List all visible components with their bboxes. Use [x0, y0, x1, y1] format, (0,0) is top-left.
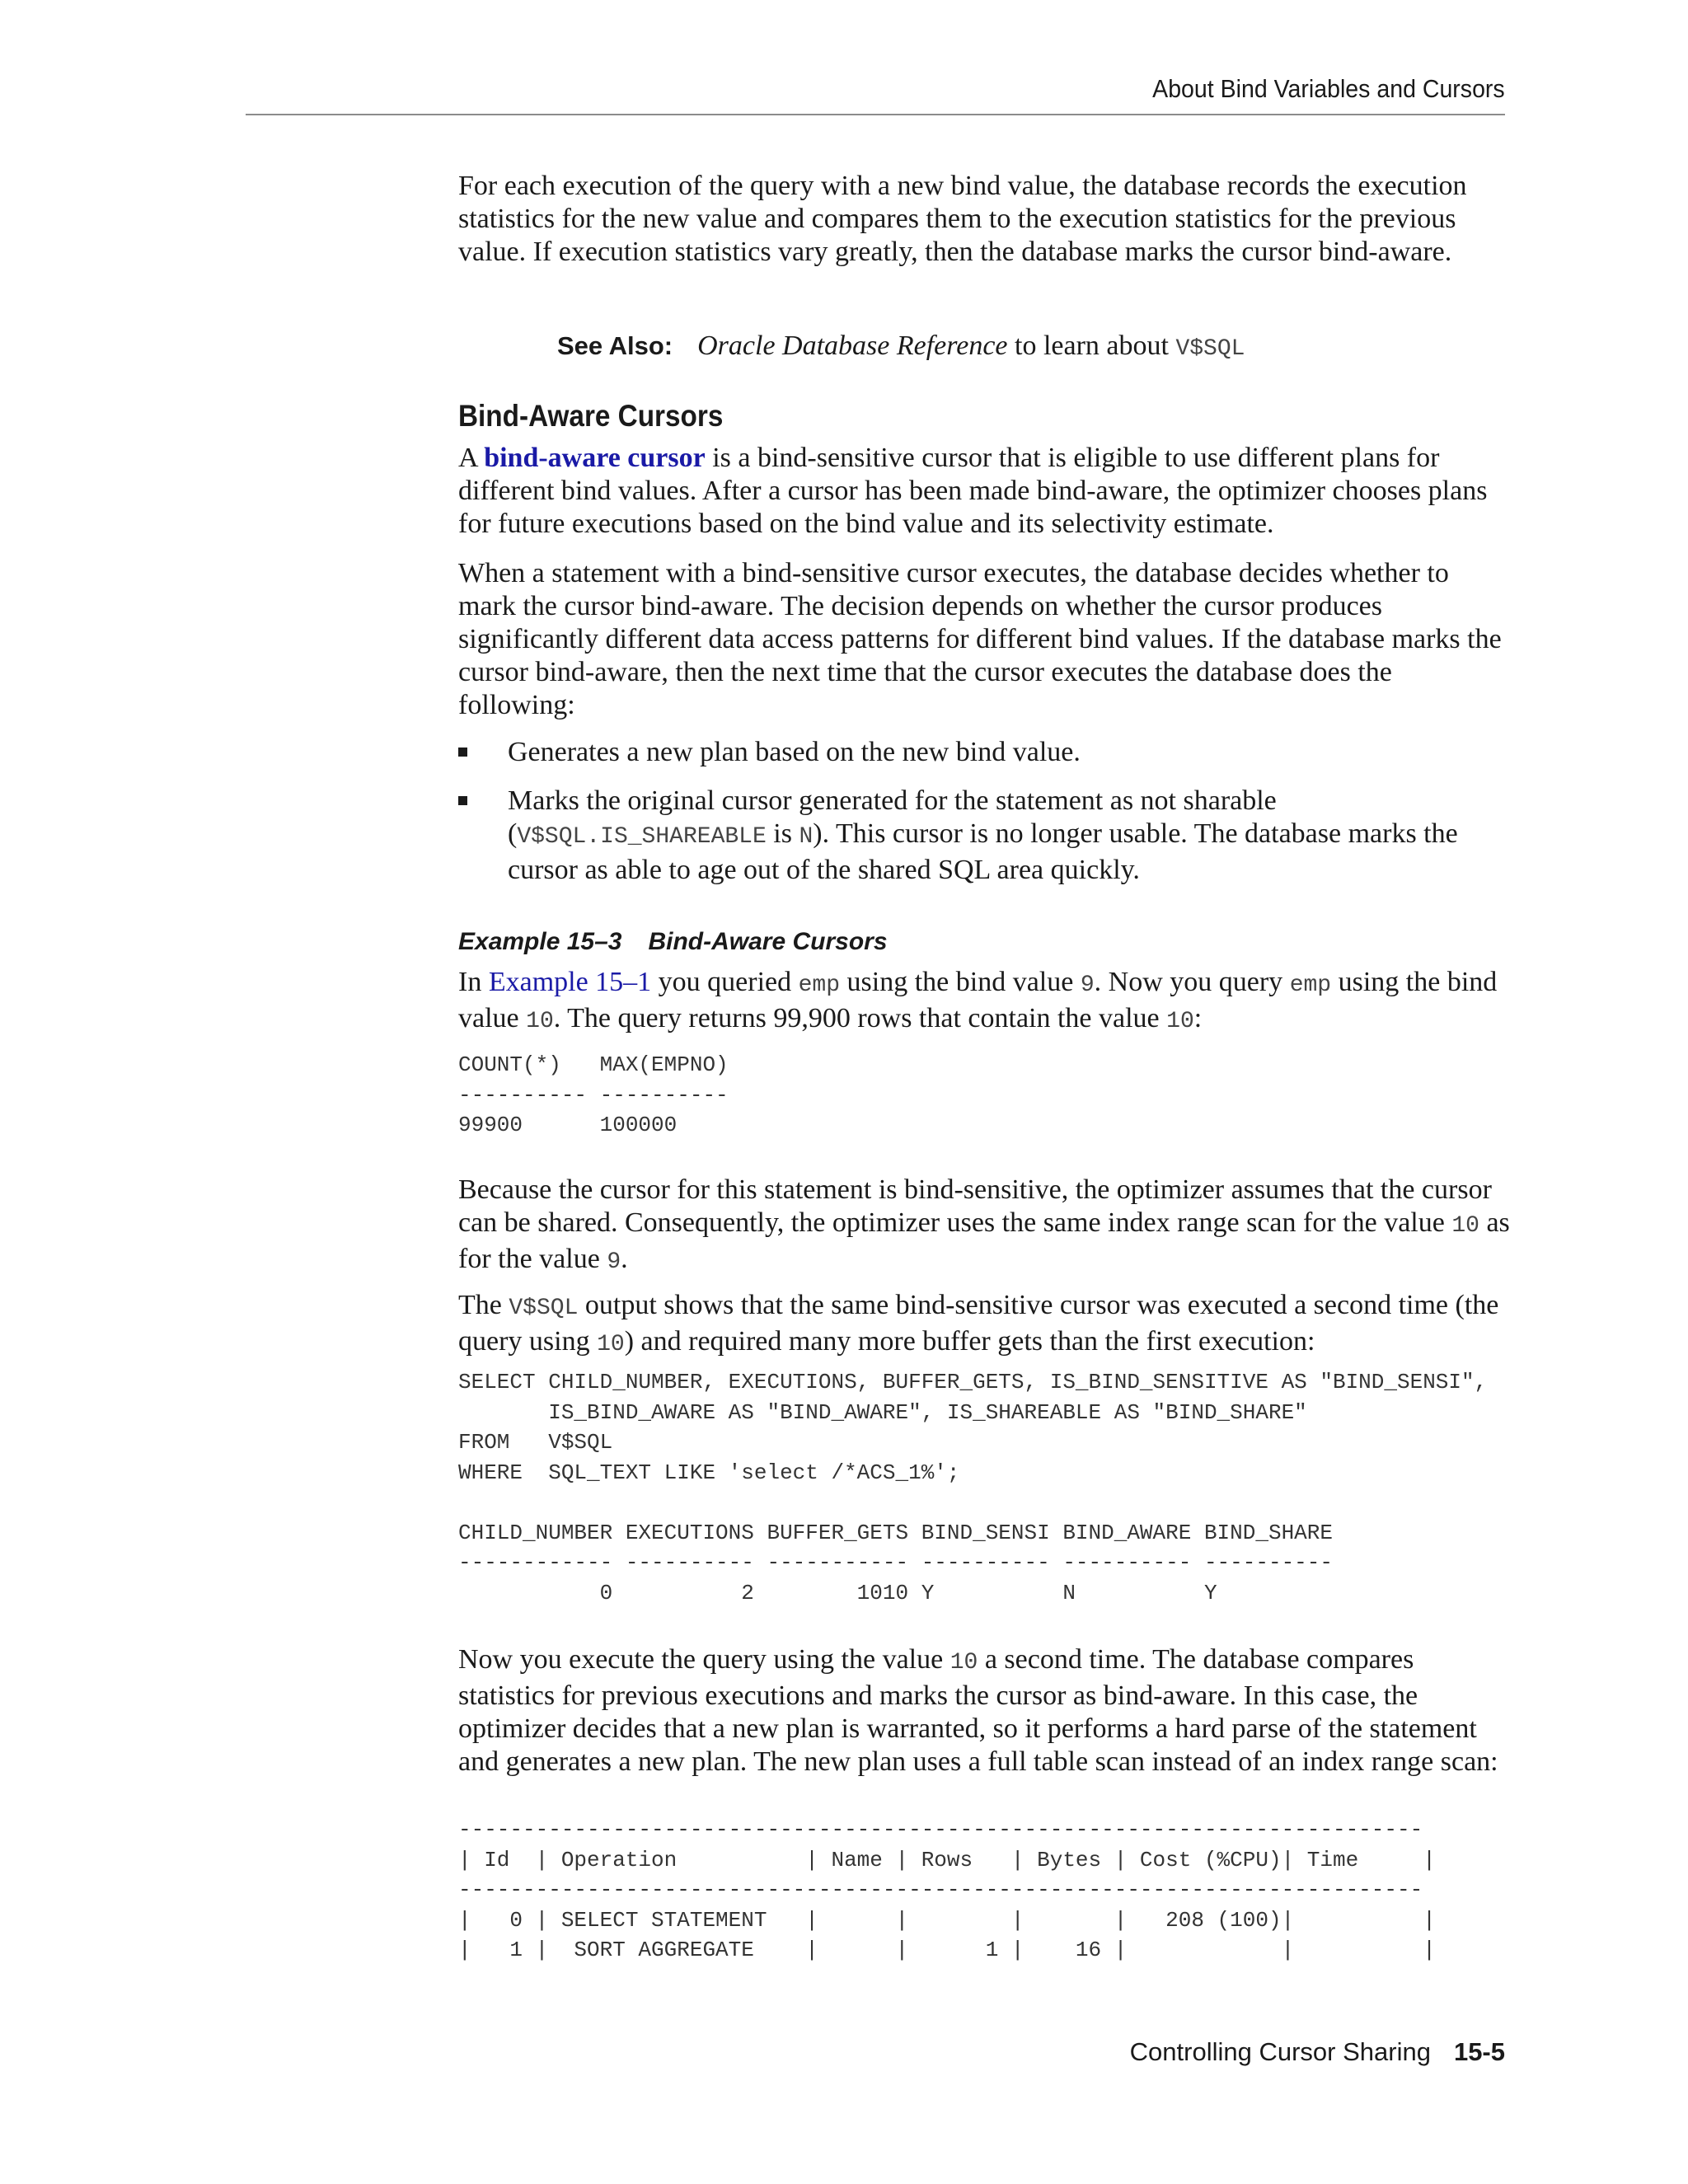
intro-paragraph-block	[458, 170, 1513, 269]
bind-aware-cursor-term[interactable]: bind-aware cursor	[484, 443, 706, 473]
header-title: About Bind Variables and Cursors	[1152, 74, 1505, 103]
section-paragraph-2: When a statement with a bind-sensitive cursor executes, the database decides whether to mark the cursor bind-aware. The decision depends on whether the cursor produces significantly different data access patterns for different bind values. If the database marks the cursor bind-aware, then the next time that the cursor executes the database does the following:	[458, 558, 1502, 720]
example-paragraph-2: Because the cursor for this statement is bind-sensitive, the optimizer assumes that the cursor can be shared. Consequently, the optimizer uses the same index range scan for the value 10 as for the value 9.	[458, 1174, 1510, 1275]
page-footer	[1130, 2037, 1505, 2067]
code-block-count-output: COUNT(*) MAX(EMPNO) ---------- ---------- 99900 100000	[458, 1052, 729, 1137]
section-paragraph-1	[458, 442, 1513, 541]
example-paragraph-1-block	[458, 966, 1513, 1038]
section-paragraph-2-block	[458, 557, 1513, 722]
bullet-text-2: Marks the original cursor generated for the statement as not sharable (V$SQL.IS_SHAREABLE is N). This cursor is no longer usable. The database marks the cursor as able to age out of the shared SQL area quickly.	[508, 785, 1458, 885]
bullet-item	[458, 736, 1513, 769]
example-paragraph-3-block	[458, 1289, 1513, 1361]
example-paragraph-1: In Example 15–1 you queried emp using the bind value 9. Now you query emp using the bind value 10. The query returns 99,900 rows that contain the value 10:	[458, 967, 1498, 1034]
p1-rest: is a bind-sensitive cursor that is eligible to use different plans for different bind values. After a cursor has been made bind-aware, the optimizer chooses plans for future executions based on the bind value and its selectivity estimate.	[458, 443, 1488, 539]
p1-lead: A	[458, 443, 485, 473]
page-number: 15-5	[1453, 2037, 1505, 2066]
see-also-code: V$SQL	[1175, 336, 1245, 362]
bullet-item	[458, 785, 1513, 887]
example-15-1-link[interactable]: Example 15–1	[488, 967, 652, 997]
section-heading: Bind-Aware Cursors	[458, 399, 724, 433]
example-paragraph-4-block	[458, 1643, 1513, 1779]
intro-paragraph: For each execution of the query with a new bind value, the database records the execution statistics for the new value and compares them to the execution statistics for the previous value. If execution statistics vary greatly, then the database marks the cursor bind-aware.	[458, 171, 1467, 267]
example-label: Example 15–3	[458, 928, 622, 955]
example-title	[458, 928, 888, 956]
example-paragraph-2-block	[458, 1174, 1513, 1279]
example-paragraph-4: Now you execute the query using the value 10 a second time. The database compares statistics for previous executions and marks the cursor as bind-aware. In this case, the optimizer decides that a new plan is warranted, so it performs a hard parse of the statement and generates a new plan. The new plan uses a full table scan instead of an index range scan:	[458, 1644, 1498, 1777]
code-block-vsql-query: SELECT CHILD_NUMBER, EXECUTIONS, BUFFER_GETS, IS_BIND_SENSITIVE AS "BIND_SENSI", IS_BIND_AWARE AS "BIND_AWARE", IS_SHAREABLE AS "BIND_SHARE" FROM V$SQL WHERE SQL_TEXT LIKE 'select /*ACS_1%'; CHILD_NUMBER EXECUTIONS BUFFER_GETS BIND_SENSI BIND_AWARE BIND_SHARE ------------ ---------- ----------- ---------- ---------- ---------- 0 2 1010 Y N Y	[458, 1370, 1488, 1605]
see-also-text: to learn about	[1007, 330, 1176, 361]
see-also-book: Oracle Database Reference	[697, 330, 1008, 361]
running-header	[246, 73, 1505, 115]
bullet-square-icon	[458, 748, 467, 757]
footer-chapter: Controlling Cursor Sharing	[1129, 2037, 1431, 2066]
section-paragraph-1-block	[458, 442, 1513, 541]
example-name: Bind-Aware Cursors	[648, 928, 888, 955]
example-paragraph-3: The V$SQL output shows that the same bind-sensitive cursor was executed a second time (the query using 10) and required many more buffer gets than the first execution:	[458, 1290, 1499, 1357]
bullet-text-1: Generates a new plan based on the new bind value.	[508, 737, 1081, 767]
bullet-square-icon	[458, 796, 467, 805]
see-also-label: See Also:	[557, 331, 673, 360]
code-block-execution-plan: --------------------------------------------------------------------------- | Id | Operation | Name | Rows | Bytes | Cost (%CPU)| Time | --------------------------------------------------------------------------- | 0 | SELECT STATEMENT | | | | 208 (100)| | | 1 | SORT AGGREGATE | | 1 | 16 | | |	[458, 1817, 1436, 1962]
see-also-note	[557, 330, 1245, 366]
